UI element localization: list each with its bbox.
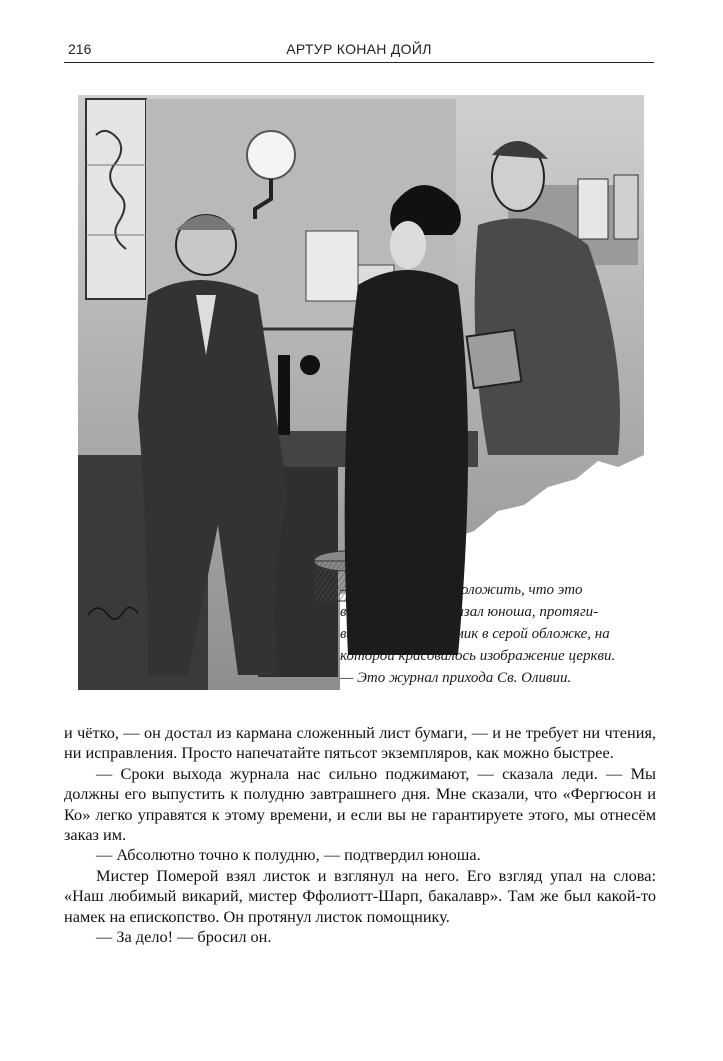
paragraph: — Абсолютно точно к полудню, — подтвердил юноша.: [96, 845, 481, 865]
caption-line: которой красовалось изображение церкви.: [340, 648, 616, 664]
paragraph: Мистер Померой взял листок и взглянул на него. Его взгляд упал на слова: «Наш любимый викарий, мистер Ффолиотт-Шарп, бакалавр». Там же был какой-то намек на епископство. Он протянул листок помощнику.: [64, 865, 656, 926]
body-text: [64, 723, 656, 947]
caption-line: вая небольшой томик в серой обложке, на: [340, 626, 610, 642]
page-header: [64, 38, 654, 63]
page-number: 216: [68, 41, 92, 57]
paragraph: — Сроки выхода журнала нас сильно поджимают, — сказала леди. — Мы должны его выпустить к полудню завтрашнего дня. Мне сказали, что «Фергюсон и Ко» легко управятся к этому времени, и если вы не гарантируете этого, мы отнесём заказ им.: [64, 763, 656, 845]
caption-line: вам знакомо, — сказал юноша, протяги-: [340, 604, 599, 620]
caption-line: — Это журнал прихода Св. Оливии.: [340, 670, 572, 686]
running-title: АРТУР КОНАН ДОЙЛ: [286, 41, 432, 57]
paragraph: и чётко, — он достал из кармана сложенный лист бумаги, — и не требует ни чтения, ни исправления. Просто напечатайте пятьсот экземпляров, как можно быстрее.: [64, 723, 656, 763]
illustration-caption: [340, 579, 658, 689]
paragraph: — За дело! — бросил он.: [96, 927, 272, 947]
caption-line: — Осмелюсь предположить, что это: [340, 582, 583, 598]
